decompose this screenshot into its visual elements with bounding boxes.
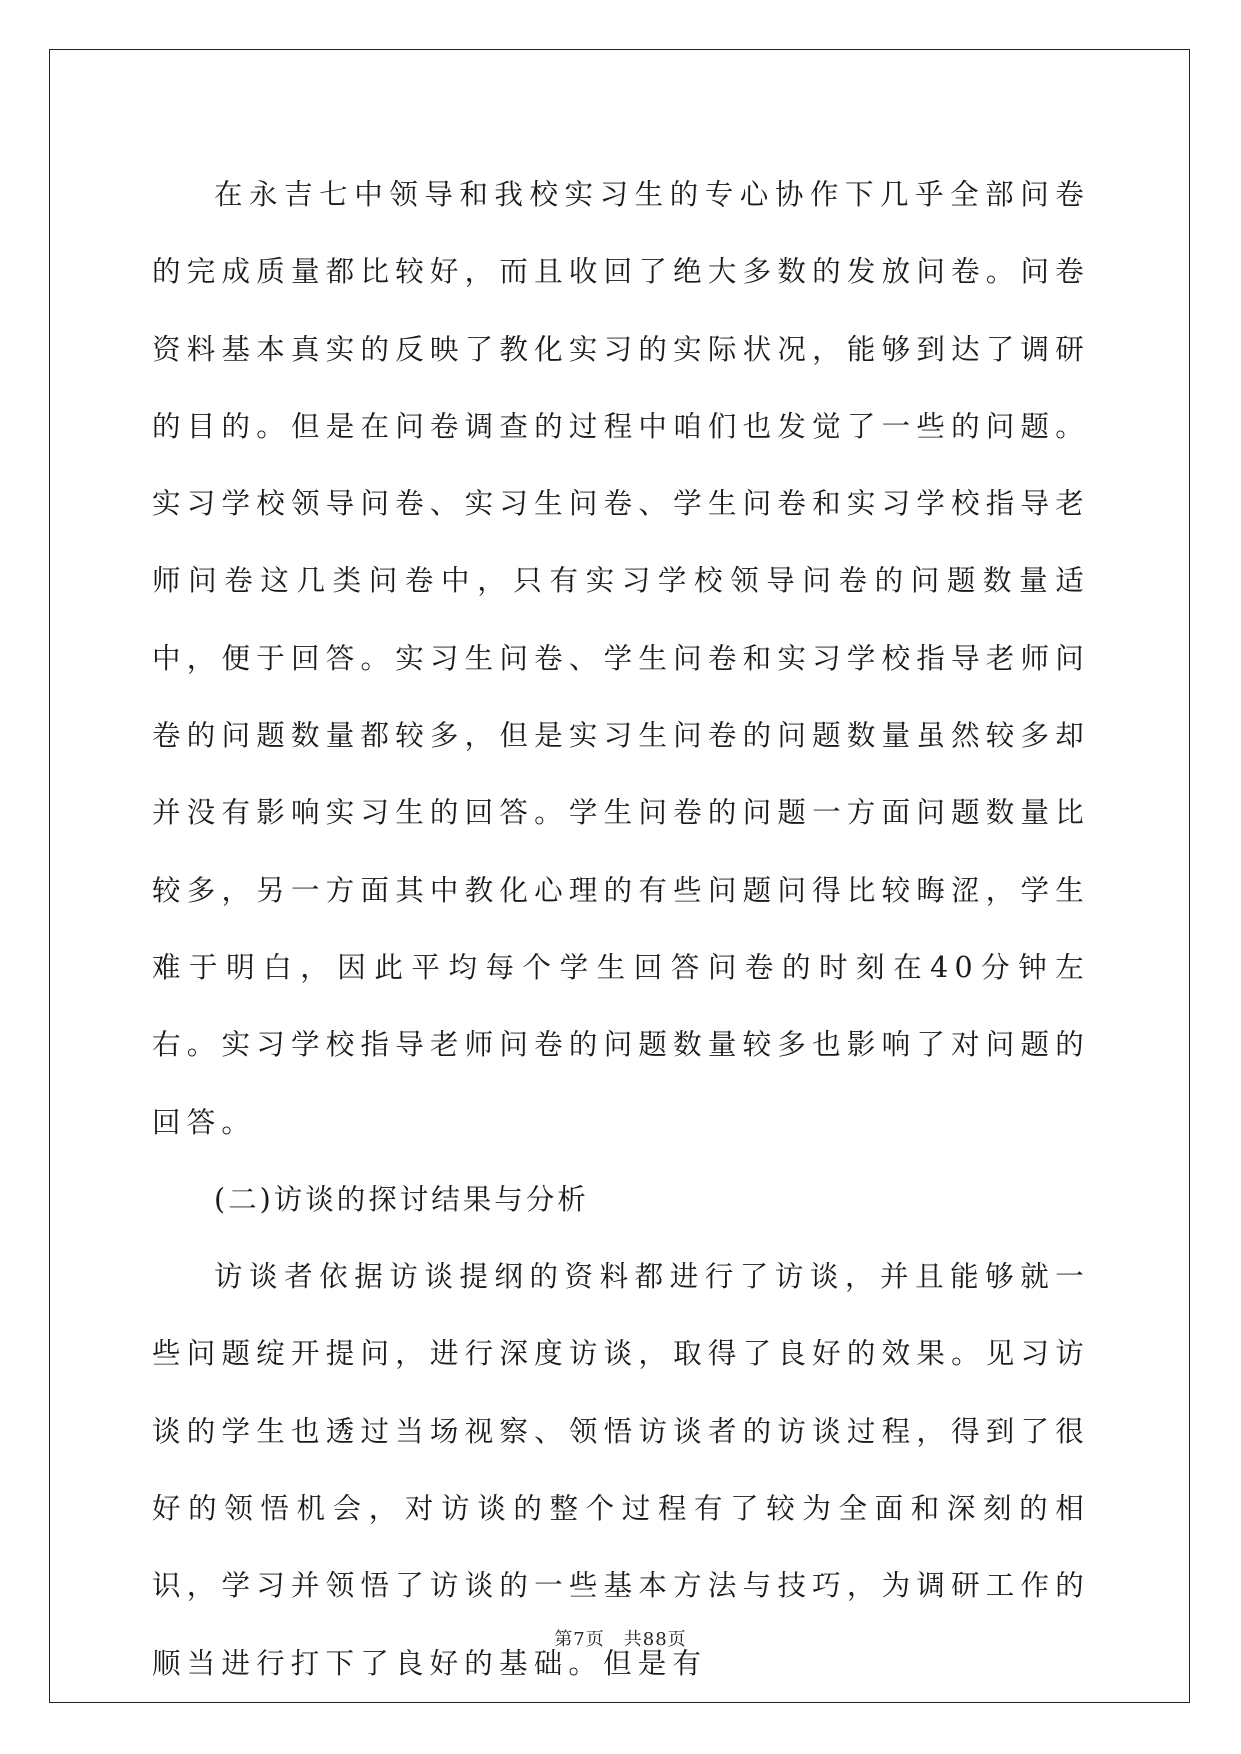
- paragraph-questionnaire-results: 在永吉七中领导和我校实习生的专心协作下几乎全部问卷的完成质量都比较好，而且收回了绝大多数的发放问卷。问卷资料基本真实的反映了教化实习的实际状况，能够到达了调研的目的。但是在问卷调查的过程中咱们也发觉了一些的问题。实习学校领导问卷、实习生问卷、学生问卷和实习学校指导老师问卷这几类问卷中，只有实习学校领导问卷的问题数量适中，便于回答。实习生问卷、学生问卷和实习学校指导老师问卷的问题数量都较多，但是实习生问卷的问题数量虽然较多却并没有影响实习生的回答。学生问卷的问题一方面问题数量比较多，另一方面其中教化心理的有些问题问得比较晦涩，学生难于明白，因此平均每个学生回答问卷的时刻在40分钟左右。实习学校指导老师问卷的问题数量较多也影响了对问题的回答。: [152, 178, 1090, 1139]
- section-heading-interview: (二)访谈的探讨结果与分析: [214, 1182, 589, 1216]
- page-number-footer: 第7页 共88页: [554, 1629, 687, 1650]
- paragraph-interview-results: 访谈者依据访谈提纲的资料都进行了访谈，并且能够就一些问题绽开提问，进行深度访谈，取得了良好的效果。见习访谈的学生也透过当场视察、领悟访谈者的访谈过程，得到了很好的领悟机会，对访谈的整个过程有了较为全面和深刻的相识，学习并领悟了访谈的一些基本方法与技巧，为调研工作的顺当进行打下了良好的基础。但是有: [152, 1260, 1090, 1680]
- document-body: [152, 156, 1090, 1702]
